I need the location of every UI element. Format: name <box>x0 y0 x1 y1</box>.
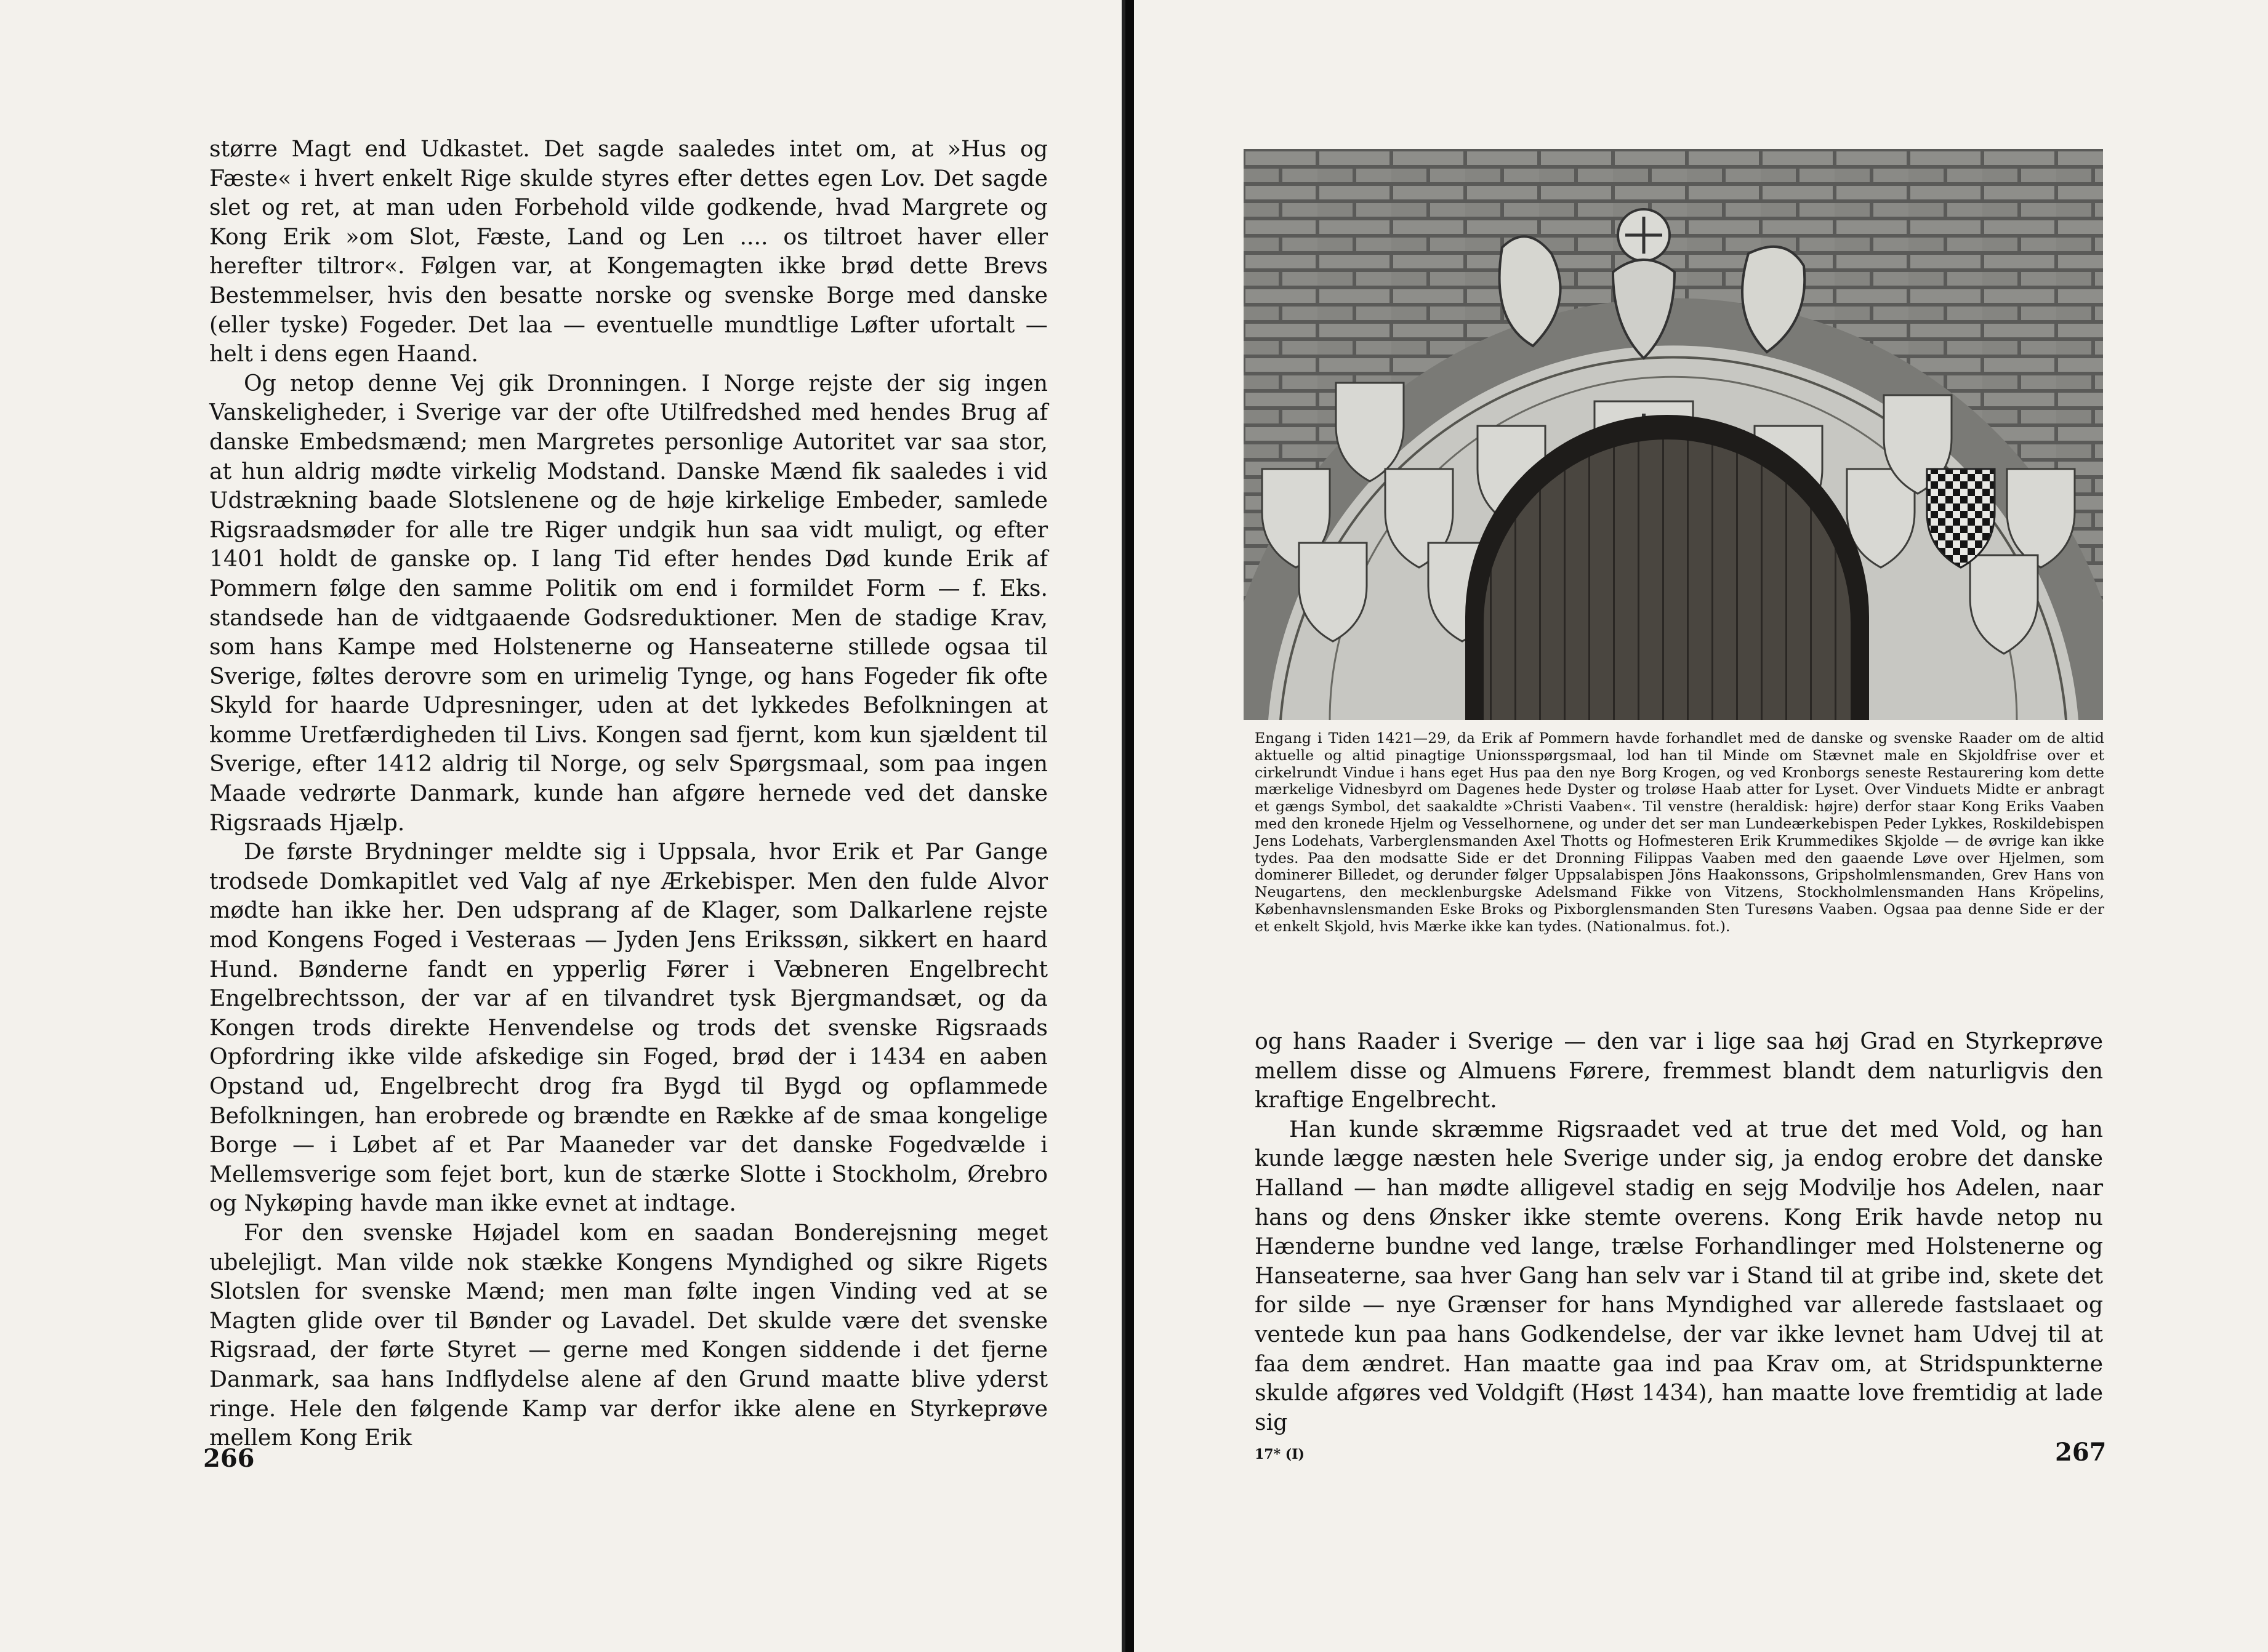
signature-mark: 17* (I) <box>1255 1446 1305 1462</box>
right-body-text <box>1255 1027 2103 1437</box>
left-paragraph-2: Og netop denne Vej gik Dronningen. I Norge rejste der sig ingen Vanskeligheder, i Sverige var der ofte Utilfredshed med hendes Brug af danske Embedsmænd; men Margretes personlige Autoritet var saa stor, at hun aldrig mødte virkelig Modstand. Danske Mænd fik saaledes i vid Udstrækning baade Slotslenene og de høje kirkelige Embeder, samlede Rigsraadsmøder for alle tre Riger undgik hun saa vidt muligt, og efter 1401 holdt de ganske op. I lang Tid efter hendes Død kunde Erik af Pommern følge den samme Politik om end i formildet Form — f. Eks. standsede han de vidtgaaende Godsreduktioner. Men de stadige Krav, som hans Kampe med Holstenerne og Hanseaterne stillede ogsaa til Sverige, føltes derovre som en urimelig Tynge, og hans Fogeder fik ofte Skyld for haarde Udpresninger, uden at det lykkedes Befolkningen at komme Uretfærdigheden til Livs. Kongen sad fjernt, kom kun sjældent til Sverige, efter 1412 aldrig til Norge, og selv Spørgsmaal, som paa ingen Maade vedrørte Danmark, kunde han afgøre hernede ved det danske Rigsraads Hjælp. <box>209 369 1048 836</box>
right-page-number: 267 <box>2055 1438 2107 1467</box>
right-paragraph-2: Han kunde skræmme Rigsraadet ved at true det med Vold, og han kunde lægge næsten hele Sverige under sig, ja endog erobre det danske Halland — han mødte alligevel stadig en sejg Modvilje hos Adelen, naar hans og dens Ønsker ikke stemte overens. Kong Erik havde netop nu Hænderne bundne ved lange, trælse Forhandlinger med Holstenerne og Hanseaterne, saa hver Gang han selv var i Stand til at gribe ind, skete det for silde — nye Grænser for hans Myndighed var allerede fastslaaet og ventede kun paa hans Godkendelse, der var ikke levnet ham Udvej til at faa dem ændret. Han maatte gaa ind paa Krav om, at Stridspunkterne skulde afgøres ved Voldgift (Høst 1434), han maatte love fremtidig at lade sig <box>1255 1115 2103 1435</box>
left-body-text <box>209 134 1048 1453</box>
photo-caption: Engang i Tiden 1421—29, da Erik af Pommern havde forhandlet med de danske og svenske Raader om de altid aktuelle og altid pinagtige Unionsspørgsmaal, lod han til Minde om Stævnet male en Skjoldfrise over et cirkelrundt Vindue i hans eget Hus paa den nye Borg Krogen, og ved Kronborgs seneste Restaurering kom dette mærkelige Vidnesbyrd om Dagenes hede Dyster og troløse Haab atter for Lyset. Over Vinduets Midte er anbragt et gængs Symbol, det saakaldte »Christi Vaaben«. Til venstre (heraldisk: højre) derfor staar Kong Eriks Vaaben med den kronede Hjelm og Vesselhornene, og under det ser man Lundeærkebispen Peder Lykkes, Roskildebispen Jens Lodehats, Varberglensmanden Axel Thotts og Hofmesteren Erik Krummedikes Skjolde — de øvrige kan ikke tydes. Paa den modsatte Side er det Dronning Filippas Vaaben med den gaaende Løve over Hjelmen, som dominerer Billedet, og derunder følger Uppsalabispen Jöns Haakonssons, Gripsholmlensmanden, Grev Hans von Neugartens, den mecklenburgske Adelsmand Fikke von Vitzens, Stockholmlensmanden Hans Kröpelins, Københavnslensmanden Eske Broks og Pixborglensmanden Sten Turesøns Vaaben. Ogsaa paa denne Side er der et enkelt Skjold, hvis Mærke ikke kan tydes. (Nationalmus. fot.). <box>1255 729 2104 935</box>
shield-frieze-photo <box>1244 149 2103 720</box>
right-page <box>1134 0 2268 1652</box>
right-paragraph-1: og hans Raader i Sverige — den var i lige saa høj Grad en Styrkeprøve mellem disse og Almuens Førere, fremmest blandt dem naturligvis den kraftige Engelbrecht. <box>1255 1028 2103 1113</box>
left-page-number: 266 <box>203 1444 255 1473</box>
left-paragraph-3: De første Brydninger meldte sig i Uppsala, hvor Erik et Par Gange trodsede Domkapitlet ved Valg af nye Ærkebisper. Men den fulde Alvor mødte han ikke her. Den udsprang af de Klager, som Dalkarlene rejste mod Kongens Foged i Vesteraas — Jyden Jens Erikssøn, sikkert en haard Hund. Bønderne fandt en ypperlig Fører i Væbneren Engelbrecht Engelbrechtsson, der var af en tilvandret tysk Bjergmandsæt, og da Kongen trods direkte Henvendelse og trods det svenske Rigsraads Opfordring ikke vilde afskedige sin Foged, brød der i 1434 en aaben Opstand ud, Engelbrecht drog fra Bygd til Bygd og opflammede Befolkningen, han erobrede og brændte en Række af de smaa kongelige Borge — i Løbet af et Par Maaneder var det danske Fogedvælde i Mellemsverige som fejet bort, kun de stærke Slotte i Stockholm, Ørebro og Nykøping havde man ikke evnet at indtage. <box>209 838 1048 1217</box>
left-paragraph-4: For den svenske Højadel kom en saadan Bonderejsning meget ubelejligt. Man vilde nok stække Kongens Myndighed og sikre Rigets Slotslen for svenske Mænd; men man følte ingen Vinding ved at se Magten glide over til Bønder og Lavadel. Det skulde være det svenske Rigsraad, der førte Styret — gerne med Kongen siddende i det fjerne Danmark, saa hans Indflydelse alene af den Grund maatte blive yderst ringe. Hele den følgende Kamp var derfor ikke alene en Styrkeprøve mellem Kong Erik <box>209 1219 1048 1451</box>
left-paragraph-1: større Magt end Udkastet. Det sagde saaledes intet om, at »Hus og Fæste« i hvert enkelt Rige skulde styres efter dettes egen Lov. Det sagde slet og ret, at man uden Forbehold vilde godkende, hvad Margrete og Kong Erik »om Slot, Fæste, Land og Len .... os tiltroet haver eller herefter tiltror«. Følgen var, at Kongemagten ikke brød dette Brevs Bestemmelser, hvis den besatte norske og svenske Borge med danske (eller tyske) Fogeder. Det laa — eventuelle mundtlige Løfter ufortalt — helt i dens egen Haand. <box>209 135 1048 367</box>
left-page <box>0 0 1125 1652</box>
